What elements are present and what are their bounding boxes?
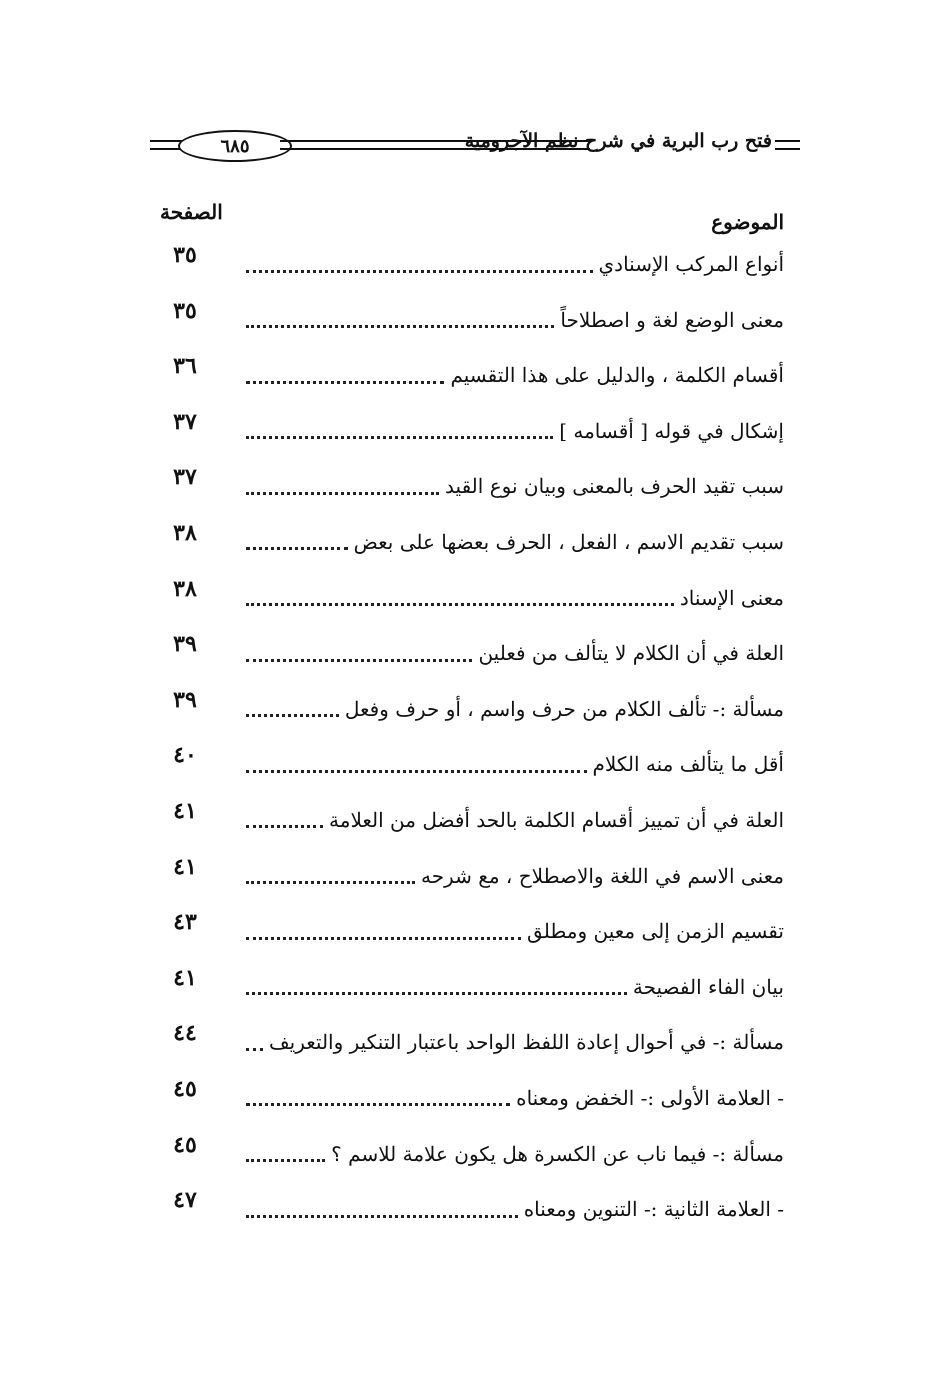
toc-entry <box>0 572 942 628</box>
toc-entry-line <box>240 308 784 332</box>
toc-entry-line <box>240 419 784 443</box>
toc-entry <box>0 349 942 405</box>
page-header <box>150 130 800 164</box>
toc-entry-page: ٤٤ <box>173 1020 197 1047</box>
dot-leader <box>246 478 439 495</box>
dot-leader <box>246 589 674 606</box>
dot-leader <box>246 1034 263 1051</box>
toc-entry-title: - العلامة الثانية :- التنوين ومعناه <box>523 1197 784 1222</box>
dot-leader <box>246 533 348 550</box>
toc-entry-line <box>240 363 784 387</box>
dot-leader <box>246 1089 510 1106</box>
dot-leader <box>246 700 339 717</box>
toc-entry-page: ٣٧ <box>173 464 197 491</box>
toc-entry-page: ٤٥ <box>173 1075 197 1102</box>
toc-entry-page: ٣٩ <box>173 686 197 713</box>
dot-leader <box>246 867 415 884</box>
dot-leader <box>246 756 587 773</box>
header-rule-right <box>775 140 800 150</box>
toc-entry-title: العلة في أن الكلام لا يتألف من فعلين <box>478 641 784 666</box>
dot-leader <box>246 923 521 940</box>
toc-entry <box>0 961 942 1017</box>
dot-leader <box>246 422 553 439</box>
toc-entry-title: العلة في أن تمييز أقسام الكلمة بالحد أفضل من العلامة <box>329 807 784 832</box>
toc-entry-title: مسألة :- في أحوال إعادة اللفظ الواحد باعتبار التنكير والتعريف <box>268 1030 784 1055</box>
toc-entry <box>0 1183 942 1239</box>
toc-entry-page: ٤١ <box>173 964 197 991</box>
book-title: فتح رب البرية في شرح نظم الآجرومية <box>464 130 772 152</box>
toc-entry-line <box>240 864 784 888</box>
toc-entry-title: إشكال في قوله [ أقسامه ] <box>559 418 784 443</box>
toc-entry <box>0 905 942 961</box>
toc-entry-title: سبب تقديم الاسم ، الفعل ، الحرف بعضها على بعض <box>353 529 784 554</box>
column-header-page: الصفحة <box>160 200 223 224</box>
toc-entry-title: مسألة :- فيما ناب عن الكسرة هل يكون علامة للاسم ؟ <box>331 1141 784 1166</box>
toc-entry-page: ٣٨ <box>173 519 197 546</box>
toc-entry <box>0 683 942 739</box>
toc-entry <box>0 460 942 516</box>
dot-leader <box>246 1145 325 1162</box>
toc-entry-title: معنى الاسم في اللغة والاصطلاح ، مع شرحه <box>420 863 784 888</box>
toc-entry-title: - العلامة الأولى :- الخفض ومعناه <box>516 1085 784 1110</box>
toc-entry-page: ٣٥ <box>173 297 197 324</box>
toc-entry-title: أنواع المركب الإسنادي <box>598 252 784 276</box>
toc-entry-page: ٤١ <box>173 797 197 824</box>
toc-entry-line <box>240 1086 784 1110</box>
dot-leader <box>246 645 472 662</box>
toc-entry <box>0 1128 942 1184</box>
dot-leader <box>246 311 554 328</box>
toc-entry <box>0 794 942 850</box>
dot-leader <box>246 256 593 273</box>
toc-entry <box>0 294 942 350</box>
toc-entry-line <box>240 975 784 999</box>
toc-entry <box>0 405 942 461</box>
toc-entry-page: ٤٧ <box>173 1187 197 1214</box>
toc-entry-line <box>240 919 784 943</box>
toc-entry-line <box>240 697 784 721</box>
toc-entry <box>0 516 942 572</box>
toc-entry-line <box>240 586 784 610</box>
toc-entry-page: ٣٧ <box>173 408 197 435</box>
column-header-topic: الموضوع <box>711 210 784 234</box>
toc-entry <box>0 238 942 294</box>
toc-entry-page: ٤٥ <box>173 1131 197 1158</box>
toc-entry <box>0 1072 942 1128</box>
page-number: ٦٨٥ <box>178 130 292 162</box>
toc-entry-line <box>240 641 784 665</box>
dot-leader <box>246 811 323 828</box>
toc-entry-line <box>240 1142 784 1166</box>
toc-entry-page: ٤١ <box>173 853 197 880</box>
toc-entry <box>0 627 942 683</box>
toc-entry-page: ٤٣ <box>173 909 197 936</box>
toc-entry-page: ٣٨ <box>173 575 197 602</box>
dot-leader <box>246 978 627 995</box>
toc-entry-title: أقسام الكلمة ، والدليل على هذا التقسيم <box>450 363 784 388</box>
toc-entry-page: ٣٩ <box>173 631 197 658</box>
toc-entry-page: ٣٦ <box>173 353 197 380</box>
toc-entry-line <box>240 530 784 554</box>
toc-entry-line <box>240 252 784 276</box>
toc-list <box>0 238 942 1239</box>
toc-entry-title: أقل ما يتألف منه الكلام <box>592 752 784 777</box>
toc-entry-title: سبب تقيد الحرف بالمعنى وبيان نوع القيد <box>445 474 784 499</box>
toc-entry-line <box>240 808 784 832</box>
toc-entry <box>0 738 942 794</box>
toc-entry-title: مسألة :- تألف الكلام من حرف واسم ، أو حرف وفعل <box>344 696 784 721</box>
toc-entry-line <box>240 752 784 776</box>
toc-entry-page: ٣٥ <box>173 242 197 268</box>
toc-entry-line <box>240 1030 784 1054</box>
dot-leader <box>246 1201 518 1218</box>
toc-entry-title: معنى الوضع لغة و اصطلاحاً <box>560 307 784 332</box>
toc-entry-line <box>240 474 784 498</box>
toc-entry <box>0 1016 942 1072</box>
toc-entry-line <box>240 1197 784 1221</box>
toc-entry-title: معنى الإسناد <box>679 585 784 610</box>
toc-entry-title: بيان الفاء الفصيحة <box>632 974 784 999</box>
dot-leader <box>246 367 444 384</box>
toc-entry <box>0 850 942 906</box>
toc-entry-page: ٤٠ <box>173 742 197 769</box>
toc-entry-title: تقسيم الزمن إلى معين ومطلق <box>527 919 784 944</box>
